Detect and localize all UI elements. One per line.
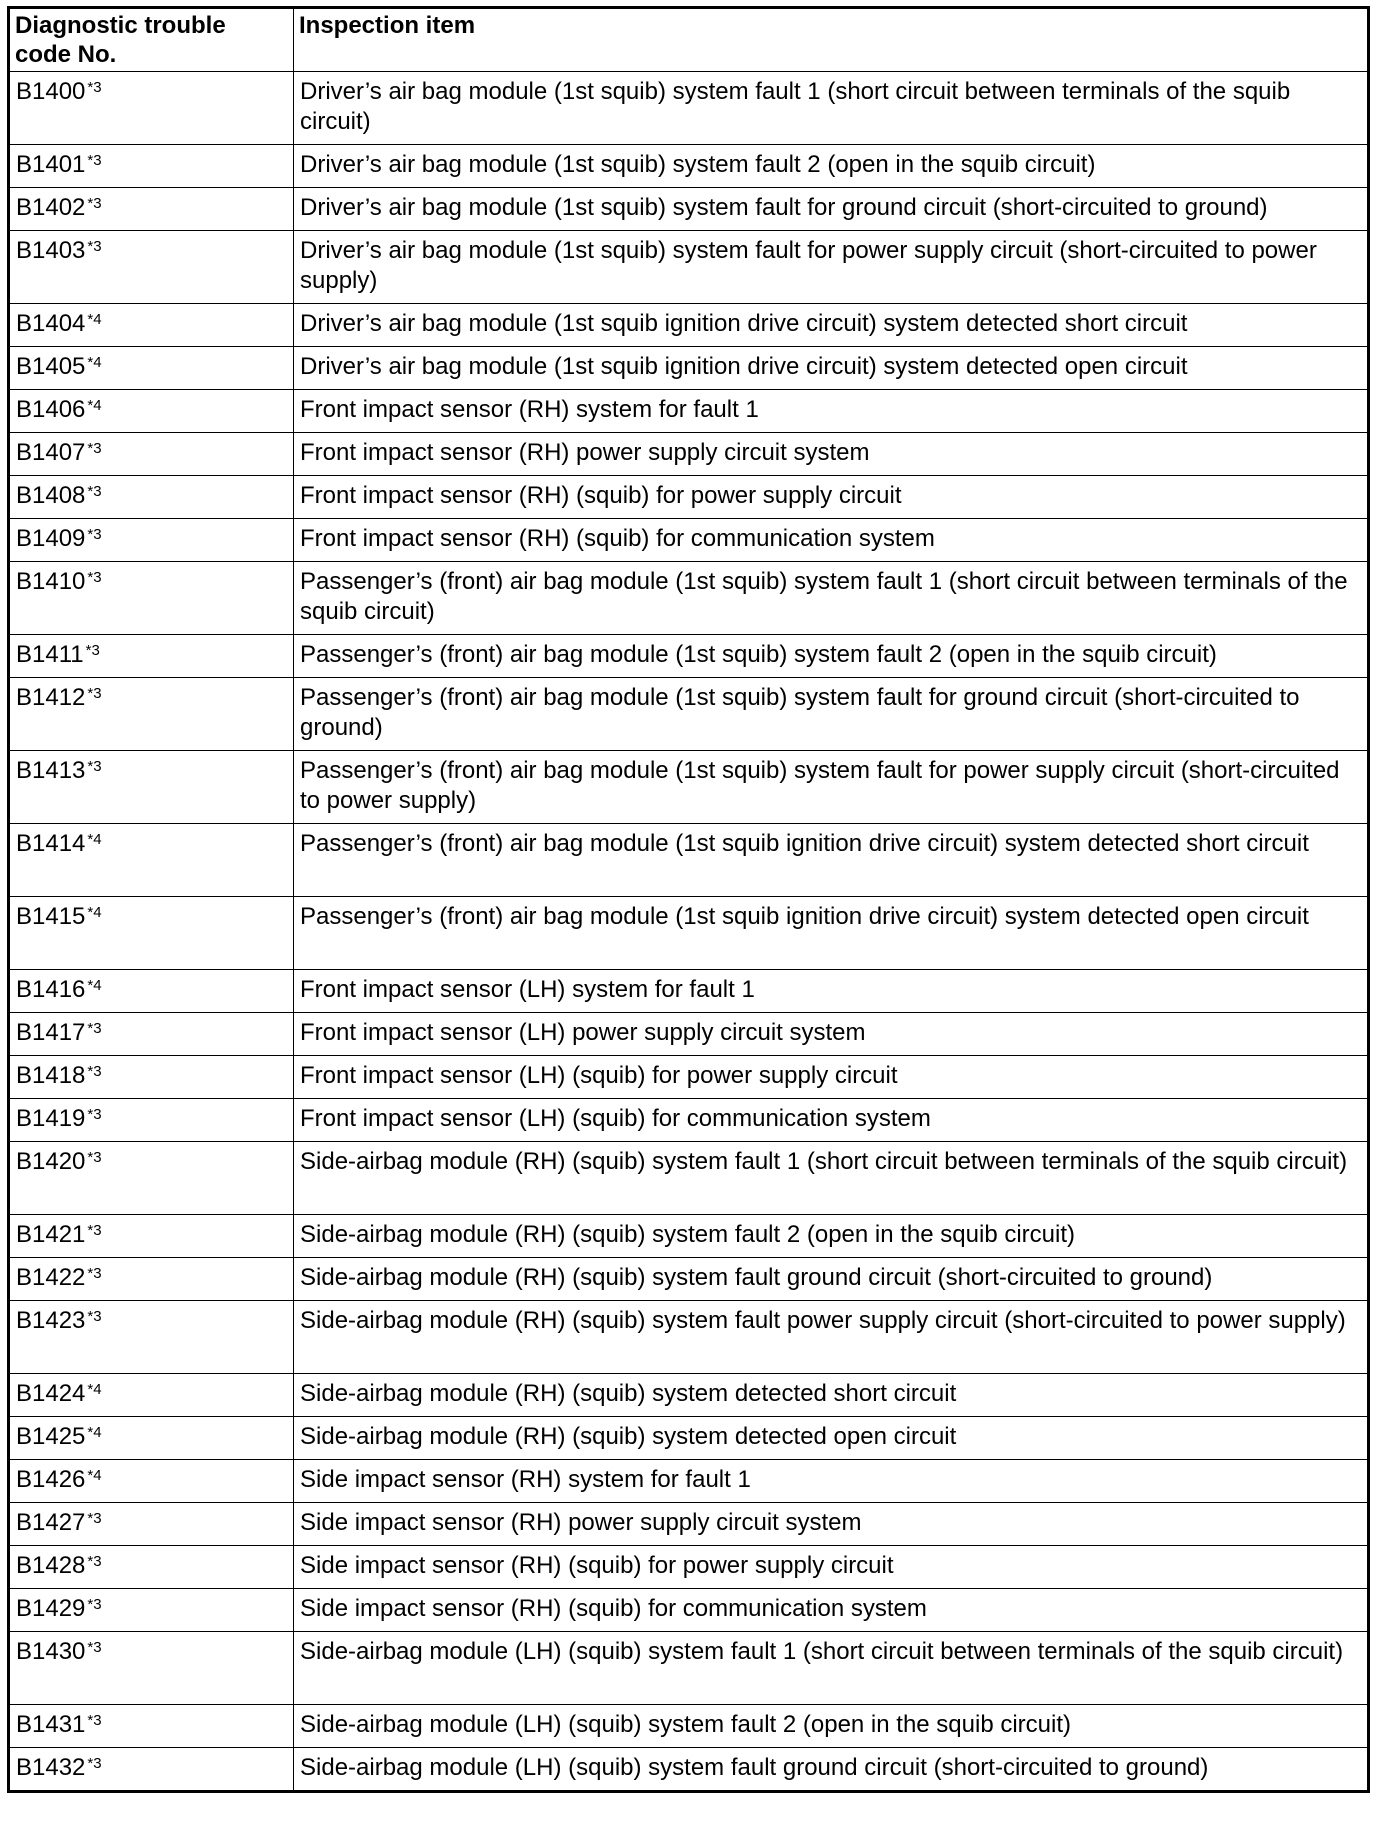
code-cell xyxy=(9,635,294,678)
dtc-code: B1416 xyxy=(16,976,86,1003)
dtc-footnote-mark: *4 xyxy=(87,397,102,414)
dtc-footnote-mark: *3 xyxy=(87,195,102,212)
dtc-table xyxy=(7,6,1370,1793)
code-cell xyxy=(9,231,294,304)
dtc-code: B1424 xyxy=(16,1380,86,1407)
code-cell xyxy=(9,1632,294,1705)
dtc-footnote-mark: *3 xyxy=(87,1106,102,1123)
dtc-footnote-mark: *3 xyxy=(87,440,102,457)
table-row xyxy=(9,635,1369,678)
dtc-footnote-mark: *3 xyxy=(87,685,102,702)
code-cell xyxy=(9,1748,294,1792)
table-row xyxy=(9,433,1369,476)
inspection-item-cell: Driver’s air bag module (1st squib) system fault for power supply circuit (short-circuited to power supply) xyxy=(294,231,1369,304)
table-row xyxy=(9,678,1369,751)
inspection-item-cell: Driver’s air bag module (1st squib) system fault 2 (open in the squib circuit) xyxy=(294,145,1369,188)
dtc-code: B1430 xyxy=(16,1638,86,1665)
inspection-item-cell: Side-airbag module (RH) (squib) system fault ground circuit (short-circuited to ground) xyxy=(294,1258,1369,1301)
dtc-code: B1419 xyxy=(16,1105,86,1132)
dtc-code: B1414 xyxy=(16,830,86,857)
dtc-code: B1429 xyxy=(16,1595,86,1622)
table-row xyxy=(9,562,1369,635)
table-row xyxy=(9,1632,1369,1705)
dtc-code: B1412 xyxy=(16,684,86,711)
code-cell xyxy=(9,1142,294,1215)
dtc-footnote-mark: *3 xyxy=(87,238,102,255)
dtc-code: B1406 xyxy=(16,396,86,423)
inspection-item-cell: Side impact sensor (RH) (squib) for power supply circuit xyxy=(294,1546,1369,1589)
table-row xyxy=(9,1417,1369,1460)
inspection-item-cell: Side-airbag module (LH) (squib) system fault 1 (short circuit between terminals of the squib circuit) xyxy=(294,1632,1369,1705)
dtc-footnote-mark: *3 xyxy=(87,569,102,586)
code-cell xyxy=(9,476,294,519)
code-cell xyxy=(9,562,294,635)
inspection-item-cell: Side-airbag module (RH) (squib) system fault 1 (short circuit between terminals of the squib circuit) xyxy=(294,1142,1369,1215)
table-header-row xyxy=(9,8,1369,72)
inspection-item-cell: Driver’s air bag module (1st squib) system fault for ground circuit (short-circuited to ground) xyxy=(294,188,1369,231)
dtc-code: B1425 xyxy=(16,1423,86,1450)
dtc-footnote-mark: *3 xyxy=(87,1149,102,1166)
dtc-code: B1409 xyxy=(16,525,86,552)
dtc-code: B1410 xyxy=(16,568,86,595)
dtc-code: B1431 xyxy=(16,1711,86,1738)
dtc-code: B1428 xyxy=(16,1552,86,1579)
code-cell xyxy=(9,751,294,824)
dtc-code: B1403 xyxy=(16,237,86,264)
inspection-item-cell: Driver’s air bag module (1st squib ignition drive circuit) system detected open circuit xyxy=(294,347,1369,390)
header-item: Inspection item xyxy=(294,8,1369,72)
dtc-code: B1420 xyxy=(16,1148,86,1175)
dtc-footnote-mark: *4 xyxy=(87,311,102,328)
inspection-item-cell: Front impact sensor (LH) (squib) for communication system xyxy=(294,1099,1369,1142)
code-cell xyxy=(9,1258,294,1301)
code-cell xyxy=(9,1374,294,1417)
code-cell xyxy=(9,1417,294,1460)
inspection-item-cell: Front impact sensor (RH) (squib) for communication system xyxy=(294,519,1369,562)
table-row xyxy=(9,188,1369,231)
code-cell xyxy=(9,1546,294,1589)
dtc-code: B1423 xyxy=(16,1307,86,1334)
dtc-footnote-mark: *4 xyxy=(87,904,102,921)
inspection-item-cell: Passenger’s (front) air bag module (1st squib ignition drive circuit) system detected short circuit xyxy=(294,824,1369,897)
table-row xyxy=(9,1546,1369,1589)
table-row xyxy=(9,1013,1369,1056)
dtc-code: B1402 xyxy=(16,194,86,221)
table-row xyxy=(9,1705,1369,1748)
table-row xyxy=(9,231,1369,304)
dtc-code: B1432 xyxy=(16,1754,86,1781)
code-cell xyxy=(9,519,294,562)
inspection-item-cell: Front impact sensor (RH) power supply circuit system xyxy=(294,433,1369,476)
table-row xyxy=(9,145,1369,188)
dtc-footnote-mark: *3 xyxy=(87,1308,102,1325)
dtc-footnote-mark: *4 xyxy=(87,831,102,848)
dtc-footnote-mark: *3 xyxy=(87,1510,102,1527)
code-cell xyxy=(9,145,294,188)
dtc-footnote-mark: *3 xyxy=(85,642,100,659)
code-cell xyxy=(9,897,294,970)
inspection-item-cell: Side impact sensor (RH) (squib) for communication system xyxy=(294,1589,1369,1632)
dtc-footnote-mark: *4 xyxy=(87,1424,102,1441)
table-row xyxy=(9,751,1369,824)
table-row xyxy=(9,970,1369,1013)
table-row xyxy=(9,1503,1369,1546)
dtc-code: B1413 xyxy=(16,757,86,784)
dtc-code: B1405 xyxy=(16,353,86,380)
code-cell xyxy=(9,1013,294,1056)
dtc-code: B1421 xyxy=(16,1221,86,1248)
table-row xyxy=(9,1374,1369,1417)
inspection-item-cell: Front impact sensor (LH) (squib) for power supply circuit xyxy=(294,1056,1369,1099)
inspection-item-cell: Side-airbag module (LH) (squib) system fault ground circuit (short-circuited to ground) xyxy=(294,1748,1369,1792)
inspection-item-cell: Passenger’s (front) air bag module (1st squib ignition drive circuit) system detected open circuit xyxy=(294,897,1369,970)
code-cell xyxy=(9,188,294,231)
code-cell xyxy=(9,678,294,751)
dtc-code: B1407 xyxy=(16,439,86,466)
dtc-footnote-mark: *4 xyxy=(87,354,102,371)
inspection-item-cell: Side-airbag module (RH) (squib) system detected open circuit xyxy=(294,1417,1369,1460)
inspection-item-cell: Front impact sensor (RH) system for fault 1 xyxy=(294,390,1369,433)
dtc-footnote-mark: *4 xyxy=(87,1381,102,1398)
dtc-footnote-mark: *3 xyxy=(87,1063,102,1080)
dtc-footnote-mark: *3 xyxy=(87,1596,102,1613)
table-row xyxy=(9,1301,1369,1374)
inspection-item-cell: Side-airbag module (RH) (squib) system detected short circuit xyxy=(294,1374,1369,1417)
table-row xyxy=(9,1215,1369,1258)
dtc-footnote-mark: *3 xyxy=(87,1265,102,1282)
code-cell xyxy=(9,1056,294,1099)
inspection-item-cell: Side impact sensor (RH) system for fault 1 xyxy=(294,1460,1369,1503)
inspection-item-cell: Passenger’s (front) air bag module (1st squib) system fault 2 (open in the squib circuit) xyxy=(294,635,1369,678)
table-row xyxy=(9,390,1369,433)
dtc-code: B1401 xyxy=(16,151,86,178)
code-cell xyxy=(9,1215,294,1258)
code-cell xyxy=(9,1301,294,1374)
inspection-item-cell: Front impact sensor (LH) power supply circuit system xyxy=(294,1013,1369,1056)
table-row xyxy=(9,1099,1369,1142)
dtc-footnote-mark: *3 xyxy=(87,758,102,775)
dtc-footnote-mark: *3 xyxy=(87,1222,102,1239)
dtc-code: B1427 xyxy=(16,1509,86,1536)
dtc-code: B1411 xyxy=(16,641,84,668)
dtc-code: B1417 xyxy=(16,1019,86,1046)
dtc-footnote-mark: *3 xyxy=(87,79,102,96)
inspection-item-cell: Side-airbag module (RH) (squib) system fault 2 (open in the squib circuit) xyxy=(294,1215,1369,1258)
table-body xyxy=(9,72,1369,1792)
code-cell xyxy=(9,1589,294,1632)
dtc-footnote-mark: *3 xyxy=(87,483,102,500)
dtc-footnote-mark: *3 xyxy=(87,1553,102,1570)
inspection-item-cell: Side-airbag module (RH) (squib) system fault power supply circuit (short-circuited to power supply) xyxy=(294,1301,1369,1374)
dtc-code: B1415 xyxy=(16,903,86,930)
code-cell xyxy=(9,72,294,145)
code-cell xyxy=(9,1503,294,1546)
dtc-code: B1418 xyxy=(16,1062,86,1089)
dtc-code: B1408 xyxy=(16,482,86,509)
dtc-code: B1404 xyxy=(16,310,86,337)
code-cell xyxy=(9,347,294,390)
inspection-item-cell: Driver’s air bag module (1st squib) system fault 1 (short circuit between terminals of the squib circuit) xyxy=(294,72,1369,145)
inspection-item-cell: Driver’s air bag module (1st squib ignition drive circuit) system detected short circuit xyxy=(294,304,1369,347)
table-row xyxy=(9,1748,1369,1792)
table-row xyxy=(9,347,1369,390)
table-row xyxy=(9,824,1369,897)
dtc-footnote-mark: *3 xyxy=(87,1755,102,1772)
code-cell xyxy=(9,390,294,433)
dtc-footnote-mark: *3 xyxy=(87,1020,102,1037)
code-cell xyxy=(9,1460,294,1503)
dtc-footnote-mark: *3 xyxy=(87,526,102,543)
dtc-footnote-mark: *3 xyxy=(87,152,102,169)
table-row xyxy=(9,304,1369,347)
inspection-item-cell: Passenger’s (front) air bag module (1st squib) system fault for ground circuit (short-circuited to ground) xyxy=(294,678,1369,751)
inspection-item-cell: Side impact sensor (RH) power supply circuit system xyxy=(294,1503,1369,1546)
table-row xyxy=(9,897,1369,970)
dtc-footnote-mark: *3 xyxy=(87,1712,102,1729)
table-row xyxy=(9,1056,1369,1099)
dtc-footnote-mark: *4 xyxy=(87,1467,102,1484)
code-cell xyxy=(9,1705,294,1748)
inspection-item-cell: Passenger’s (front) air bag module (1st squib) system fault for power supply circuit (short-circuited to power supply) xyxy=(294,751,1369,824)
header-code: Diagnostic trouble code No. xyxy=(9,8,294,72)
inspection-item-cell: Front impact sensor (RH) (squib) for power supply circuit xyxy=(294,476,1369,519)
dtc-code: B1422 xyxy=(16,1264,86,1291)
table-row xyxy=(9,476,1369,519)
code-cell xyxy=(9,970,294,1013)
dtc-footnote-mark: *3 xyxy=(87,1639,102,1656)
dtc-footnote-mark: *4 xyxy=(87,977,102,994)
dtc-code: B1426 xyxy=(16,1466,86,1493)
table-row xyxy=(9,72,1369,145)
table-row xyxy=(9,1142,1369,1215)
table-row xyxy=(9,1460,1369,1503)
inspection-item-cell: Side-airbag module (LH) (squib) system fault 2 (open in the squib circuit) xyxy=(294,1705,1369,1748)
code-cell xyxy=(9,433,294,476)
code-cell xyxy=(9,1099,294,1142)
code-cell xyxy=(9,304,294,347)
table-row xyxy=(9,519,1369,562)
inspection-item-cell: Front impact sensor (LH) system for fault 1 xyxy=(294,970,1369,1013)
inspection-item-cell: Passenger’s (front) air bag module (1st squib) system fault 1 (short circuit between terminals of the squib circuit) xyxy=(294,562,1369,635)
table-row xyxy=(9,1258,1369,1301)
dtc-code: B1400 xyxy=(16,78,86,105)
code-cell xyxy=(9,824,294,897)
table-row xyxy=(9,1589,1369,1632)
